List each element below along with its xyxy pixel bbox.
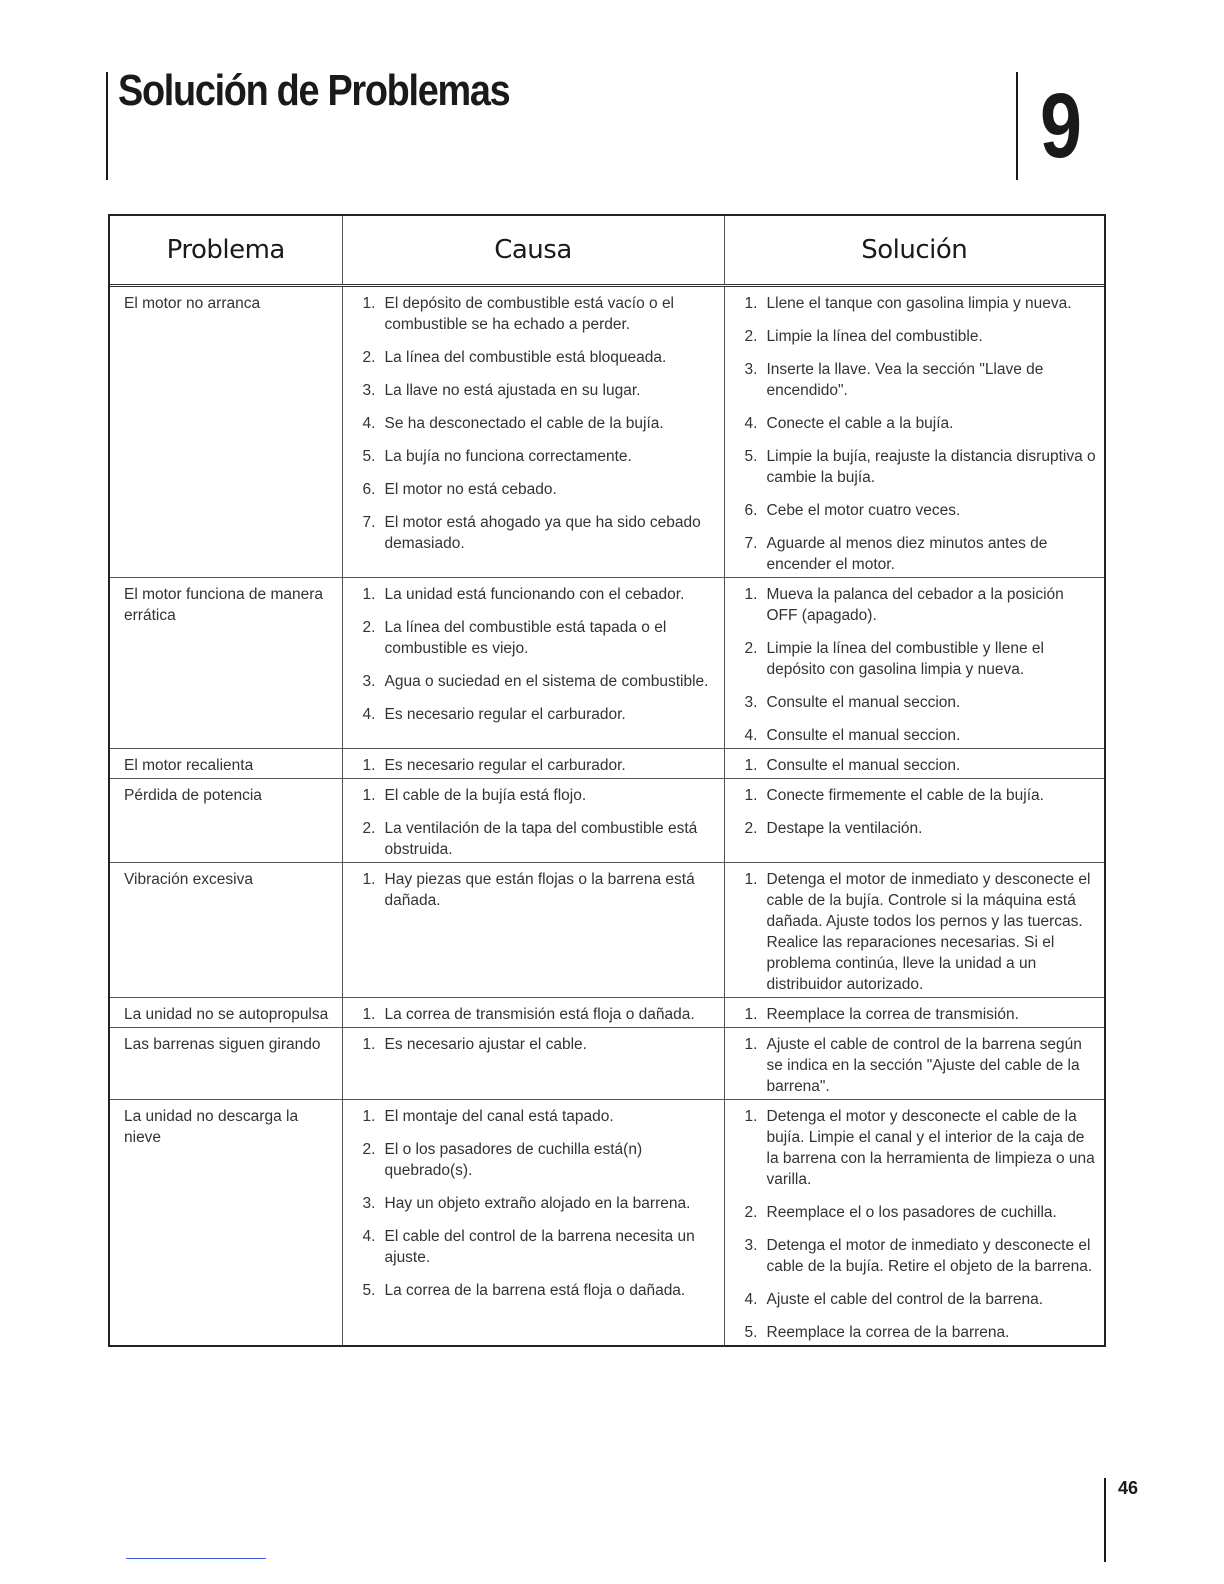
solution-list	[733, 293, 1097, 575]
solution-item-text: Consulte el manual seccion.	[766, 727, 961, 744]
cause-item	[351, 755, 716, 776]
solution-list	[733, 1004, 1097, 1025]
solution-item-number: 3.	[744, 1237, 758, 1254]
cause-item-text: La línea del combustible está tapada o el combustible es viejo.	[384, 619, 667, 657]
cause-item-text: Se ha desconectado el cable de la bujía.	[384, 415, 664, 432]
column-header-solucion: Solución	[724, 216, 1104, 286]
cause-item-text: El motor no está cebado.	[384, 481, 557, 498]
cause-item	[351, 446, 716, 467]
cause-item-number: 1.	[362, 295, 376, 312]
page-title: Solución de Problemas	[118, 66, 510, 115]
solution-item-number: 2.	[744, 640, 758, 657]
column-header-problema: Problema	[110, 216, 342, 286]
solution-item-number: 2.	[744, 328, 758, 345]
cause-list	[351, 584, 716, 725]
solution-item-number: 1.	[744, 295, 758, 312]
solution-item-text: Detenga el motor de inmediato y desconecte el cable de la bujía. Controle si la máquina está dañada. Ajuste todos los pernos y las tuercas. Realice las reparaciones necesarias. Si el problema continúa, lleve la unidad a un distribuidor autorizado.	[766, 871, 1091, 993]
cause-item-number: 2.	[362, 1141, 376, 1158]
solution-item-number: 1.	[744, 1006, 758, 1023]
problem-cell: El motor funciona de manera errática	[110, 578, 342, 749]
solution-item	[733, 692, 1097, 713]
cause-cell	[342, 863, 724, 998]
solution-item-text: Llene el tanque con gasolina limpia y nueva.	[766, 295, 1072, 312]
problem-cell: El motor recalienta	[110, 749, 342, 779]
solution-item-text: Detenga el motor y desconecte el cable de la bujía. Limpie el canal y el interior de la caja de la barrena con la herramienta de limpieza o una varilla.	[766, 1108, 1095, 1188]
table-row	[110, 578, 1104, 749]
solution-item-number: 1.	[744, 871, 758, 888]
solution-item-text: Inserte la llave. Vea la sección "Llave de encendido".	[766, 361, 1044, 399]
cause-item-text: La ventilación de la tapa del combustible está obstruida.	[384, 820, 698, 858]
solution-cell	[724, 1100, 1104, 1346]
cause-item-text: El o los pasadores de cuchilla está(n) quebrado(s).	[384, 1141, 643, 1179]
solution-item	[733, 413, 1097, 434]
solution-item	[733, 1034, 1097, 1097]
cause-cell	[342, 578, 724, 749]
cause-item	[351, 1226, 716, 1268]
solution-item	[733, 1202, 1097, 1223]
cause-item-text: Es necesario regular el carburador.	[384, 706, 626, 723]
cause-item-text: El motor está ahogado ya que ha sido cebado demasiado.	[384, 514, 701, 552]
solution-item-text: Consulte el manual seccion.	[766, 694, 961, 711]
cause-item	[351, 347, 716, 368]
solution-cell	[724, 863, 1104, 998]
cause-item-number: 1.	[362, 871, 376, 888]
solution-item-text: Detenga el motor de inmediato y desconecte el cable de la bujía. Retire el objeto de la barrena.	[766, 1237, 1093, 1275]
column-header-causa: Causa	[342, 216, 724, 286]
cause-item-number: 1.	[362, 757, 376, 774]
cause-item-text: Agua o suciedad en el sistema de combustible.	[384, 673, 709, 690]
solution-item-text: Reemplace el o los pasadores de cuchilla.	[766, 1204, 1057, 1221]
solution-item-text: Conecte firmemente el cable de la bujía.	[766, 787, 1044, 804]
solution-item-number: 2.	[744, 1204, 758, 1221]
cause-item-text: La bujía no funciona correctamente.	[384, 448, 632, 465]
solution-item-number: 6.	[744, 502, 758, 519]
cause-item-text: La unidad está funcionando con el cebador.	[384, 586, 685, 603]
cause-item-number: 4.	[362, 1228, 376, 1245]
cause-item	[351, 584, 716, 605]
cause-item-text: El cable del control de la barrena necesita un ajuste.	[384, 1228, 695, 1266]
solution-list	[733, 785, 1097, 839]
table-body	[110, 286, 1104, 1346]
cause-item	[351, 1034, 716, 1055]
cause-item-number: 2.	[362, 820, 376, 837]
solution-item	[733, 785, 1097, 806]
solution-cell	[724, 286, 1104, 578]
solution-item	[733, 1322, 1097, 1343]
cause-item	[351, 869, 716, 911]
cause-item-text: La llave no está ajustada en su lugar.	[384, 382, 641, 399]
cause-cell	[342, 1028, 724, 1100]
solution-cell	[724, 779, 1104, 863]
table-row	[110, 1100, 1104, 1346]
table-row	[110, 1028, 1104, 1100]
cause-item	[351, 818, 716, 860]
cause-item-number: 5.	[362, 448, 376, 465]
cause-item-number: 1.	[362, 1006, 376, 1023]
cause-item	[351, 1139, 716, 1181]
solution-list	[733, 1034, 1097, 1097]
solution-item-text: Cebe el motor cuatro veces.	[766, 502, 961, 519]
chapter-number: 9	[1040, 75, 1082, 177]
cause-item-text: Es necesario regular el carburador.	[384, 757, 626, 774]
cause-item	[351, 1193, 716, 1214]
solution-item-text: Destape la ventilación.	[766, 820, 923, 837]
solution-item	[733, 638, 1097, 680]
cause-list	[351, 1004, 716, 1025]
solution-item-number: 4.	[744, 1291, 758, 1308]
cause-item	[351, 479, 716, 500]
solution-item-text: Limpie la línea del combustible y llene el depósito con gasolina limpia y nueva.	[766, 640, 1044, 678]
solution-item	[733, 869, 1097, 995]
solution-item-text: Reemplace la correa de transmisión.	[766, 1006, 1019, 1023]
cause-item-text: La correa de transmisión está floja o dañada.	[384, 1006, 695, 1023]
cause-item	[351, 1280, 716, 1301]
cause-item-number: 2.	[362, 619, 376, 636]
solution-item-number: 3.	[744, 361, 758, 378]
solution-item	[733, 755, 1097, 776]
cause-item-number: 1.	[362, 787, 376, 804]
solution-list	[733, 1106, 1097, 1343]
solution-item	[733, 1106, 1097, 1190]
troubleshooting-table	[110, 216, 1104, 1345]
cause-item-number: 1.	[362, 1036, 376, 1053]
solution-item	[733, 359, 1097, 401]
cause-item-text: El montaje del canal está tapado.	[384, 1108, 614, 1125]
solution-cell	[724, 578, 1104, 749]
solution-item-text: Ajuste el cable del control de la barrena.	[766, 1291, 1044, 1308]
cause-list	[351, 1034, 716, 1055]
cause-item-number: 3.	[362, 673, 376, 690]
table-header-row	[110, 216, 1104, 286]
problem-cell: Las barrenas siguen girando	[110, 1028, 342, 1100]
cause-item-number: 2.	[362, 349, 376, 366]
solution-cell	[724, 1028, 1104, 1100]
cause-item-text: La línea del combustible está bloqueada.	[384, 349, 667, 366]
cause-cell	[342, 286, 724, 578]
cause-item	[351, 1004, 716, 1025]
solution-list	[733, 755, 1097, 776]
cause-item-text: El cable de la bujía está flojo.	[384, 787, 587, 804]
cause-item	[351, 512, 716, 554]
solution-item-number: 2.	[744, 820, 758, 837]
solution-item-number: 5.	[744, 1324, 758, 1341]
cause-item	[351, 704, 716, 725]
solution-item-number: 1.	[744, 757, 758, 774]
table-row	[110, 779, 1104, 863]
cause-item	[351, 671, 716, 692]
solution-item-number: 1.	[744, 1108, 758, 1125]
table-row	[110, 286, 1104, 578]
cause-list	[351, 1106, 716, 1301]
cause-list	[351, 755, 716, 776]
cause-item	[351, 413, 716, 434]
cause-item-text: Es necesario ajustar el cable.	[384, 1036, 587, 1053]
solution-item-number: 5.	[744, 448, 758, 465]
cause-cell	[342, 1100, 724, 1346]
title-left-rule	[106, 72, 108, 180]
cause-item	[351, 1106, 716, 1127]
solution-cell	[724, 749, 1104, 779]
solution-item-number: 1.	[744, 586, 758, 603]
solution-item-text: Limpie la línea del combustible.	[766, 328, 983, 345]
cause-item-text: Hay un objeto extraño alojado en la barrena.	[384, 1195, 691, 1212]
solution-item	[733, 584, 1097, 626]
footer-rule	[1104, 1478, 1106, 1562]
solution-item	[733, 1004, 1097, 1025]
solution-item-text: Mueva la palanca del cebador a la posición OFF (apagado).	[766, 586, 1064, 624]
solution-cell	[724, 998, 1104, 1028]
cause-item-number: 3.	[362, 382, 376, 399]
problem-cell: Pérdida de potencia	[110, 779, 342, 863]
solution-item-text: Ajuste el cable de control de la barrena según se indica en la sección "Ajuste del cable de la barrena".	[766, 1036, 1082, 1095]
solution-item	[733, 293, 1097, 314]
solution-list	[733, 869, 1097, 995]
problem-cell: La unidad no descarga la nieve	[110, 1100, 342, 1346]
solution-item-number: 3.	[744, 694, 758, 711]
cause-item-text: El depósito de combustible está vacío o el combustible se ha echado a perder.	[384, 295, 675, 333]
problem-cell: La unidad no se autopropulsa	[110, 998, 342, 1028]
cause-cell	[342, 749, 724, 779]
solution-item-number: 4.	[744, 415, 758, 432]
solution-item	[733, 725, 1097, 746]
cause-item	[351, 785, 716, 806]
cause-item-text: La correa de la barrena está floja o dañada.	[384, 1282, 686, 1299]
solution-item	[733, 326, 1097, 347]
cause-list	[351, 293, 716, 554]
solution-list	[733, 584, 1097, 746]
title-right-rule	[1016, 72, 1018, 180]
solution-item	[733, 1289, 1097, 1310]
cause-item-number: 4.	[362, 706, 376, 723]
solution-item-number: 1.	[744, 787, 758, 804]
bottom-link-rule	[126, 1558, 266, 1559]
cause-item	[351, 293, 716, 335]
solution-item	[733, 533, 1097, 575]
cause-item-number: 7.	[362, 514, 376, 531]
solution-item-number: 1.	[744, 1036, 758, 1053]
solution-item-text: Aguarde al menos diez minutos antes de encender el motor.	[766, 535, 1048, 573]
cause-item	[351, 380, 716, 401]
solution-item-number: 4.	[744, 727, 758, 744]
solution-item-text: Limpie la bujía, reajuste la distancia disruptiva o cambie la bujía.	[766, 448, 1096, 486]
table-row	[110, 749, 1104, 779]
problem-cell: Vibración excesiva	[110, 863, 342, 998]
cause-item-number: 1.	[362, 586, 376, 603]
problem-cell: El motor no arranca	[124, 295, 261, 312]
solution-item	[733, 500, 1097, 521]
table-row	[110, 863, 1104, 998]
cause-item-number: 6.	[362, 481, 376, 498]
page-number: 46	[1118, 1478, 1139, 1498]
cause-list	[351, 869, 716, 911]
solution-item	[733, 446, 1097, 488]
cause-item-number: 5.	[362, 1282, 376, 1299]
solution-item-text: Conecte el cable a la bujía.	[766, 415, 954, 432]
cause-item-number: 3.	[362, 1195, 376, 1212]
solution-item	[733, 1235, 1097, 1277]
troubleshooting-table-frame	[108, 214, 1106, 1347]
table-row	[110, 998, 1104, 1028]
cause-cell	[342, 779, 724, 863]
cause-item-number: 1.	[362, 1108, 376, 1125]
cause-item	[351, 617, 716, 659]
cause-item-number: 4.	[362, 415, 376, 432]
cause-list	[351, 785, 716, 860]
solution-item	[733, 818, 1097, 839]
solution-item-text: Consulte el manual seccion.	[766, 757, 961, 774]
cause-item-text: Hay piezas que están flojas o la barrena está dañada.	[384, 871, 695, 909]
solution-item-text: Reemplace la correa de la barrena.	[766, 1324, 1010, 1341]
cause-cell	[342, 998, 724, 1028]
solution-item-number: 7.	[744, 535, 758, 552]
